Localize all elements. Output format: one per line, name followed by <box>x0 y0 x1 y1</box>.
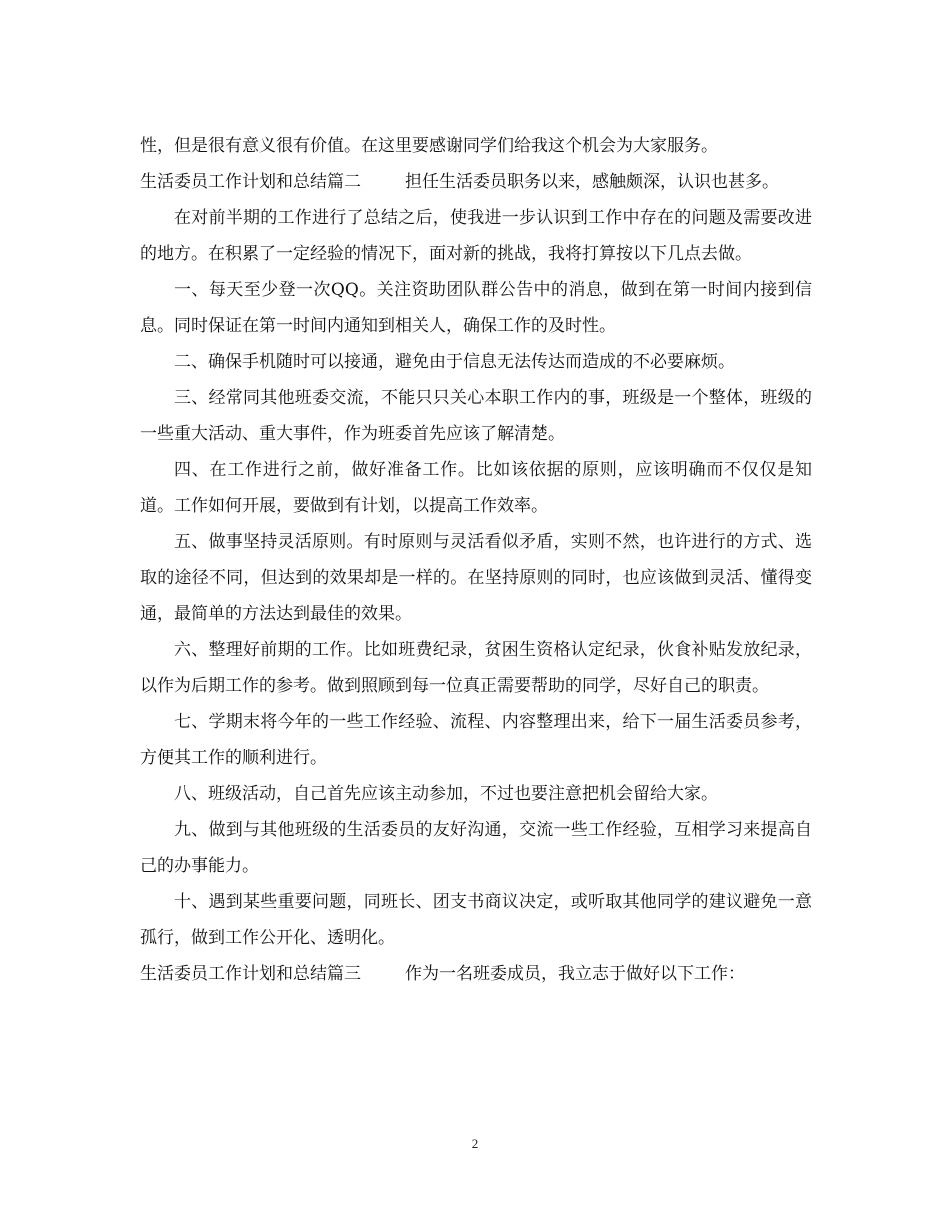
paragraph: 六、整理好前期的工作。比如班费纪录，贫困生资格认定纪录，伙食补贴发放纪录，以作为后期工作的参考。做到照顾到每一位真正需要帮助的同学，尽好自己的职责。 <box>140 640 812 696</box>
paragraph: 在对前半期的工作进行了总结之后，使我进一步认识到工作中存在的问题及需要改进的地方。在积累了一定经验的情况下，面对新的挑战，我将打算按以下几点去做。 <box>140 208 812 264</box>
paragraph: 五、做事坚持灵活原则。有时原则与灵活看似矛盾，实则不然，也许进行的方式、选取的途径不同，但达到的效果却是一样的。在坚持原则的同时，也应该做到灵活、懂得变通，最简单的方法达到最佳的效果。 <box>140 532 812 624</box>
page-number: 2 <box>471 1136 479 1151</box>
paragraph: 二、确保手机随时可以接通，避免由于信息无法传达而造成的不必要麻烦。 <box>174 352 735 372</box>
continuation-text: 性，但是很有意义很有价值。在这里要感谢同学们给我这个机会为大家服务。 <box>140 136 718 156</box>
paragraph: 四、在工作进行之前，做好准备工作。比如该依据的原则，应该明确而不仅仅是知道。工作如何开展，要做到有计划，以提高工作效率。 <box>140 460 812 516</box>
paragraph: 三、经常同其他班委交流，不能只只关心本职工作内的事，班级是一个整体，班级的一些重大活动、重大事件，作为班委首先应该了解清楚。 <box>140 388 812 444</box>
paragraph: 一、每天至少登一次QQ。关注资助团队群公告中的消息，做到在第一时间内接到信息。同时保证在第一时间内通知到相关人，确保工作的及时性。 <box>140 280 812 336</box>
section-three-lead: 作为一名班委成员，我立志于做好以下工作： <box>405 964 745 984</box>
section-two-title: 生活委员工作计划和总结篇二 <box>140 172 361 192</box>
document-body <box>140 128 812 992</box>
paragraph: 十、遇到某些重要问题，同班长、团支书商议决定，或听取其他同学的建议避免一意孤行，做到工作公开化、透明化。 <box>140 892 812 948</box>
paragraph: 八、班级活动，自己首先应该主动参加，不过也要注意把机会留给大家。 <box>174 784 718 804</box>
section-three-title: 生活委员工作计划和总结篇三 <box>140 964 361 984</box>
section-two-lead: 担任生活委员职务以来，感触颇深，认识也甚多。 <box>405 172 779 192</box>
section-two-heading <box>140 164 812 200</box>
paragraph: 七、学期末将今年的一些工作经验、流程、内容整理出来，给下一届生活委员参考，方便其工作的顺利进行。 <box>140 712 812 768</box>
paragraph: 九、做到与其他班级的生活委员的友好沟通，交流一些工作经验，互相学习来提高自己的办事能力。 <box>140 820 812 876</box>
section-three-heading <box>140 956 812 992</box>
